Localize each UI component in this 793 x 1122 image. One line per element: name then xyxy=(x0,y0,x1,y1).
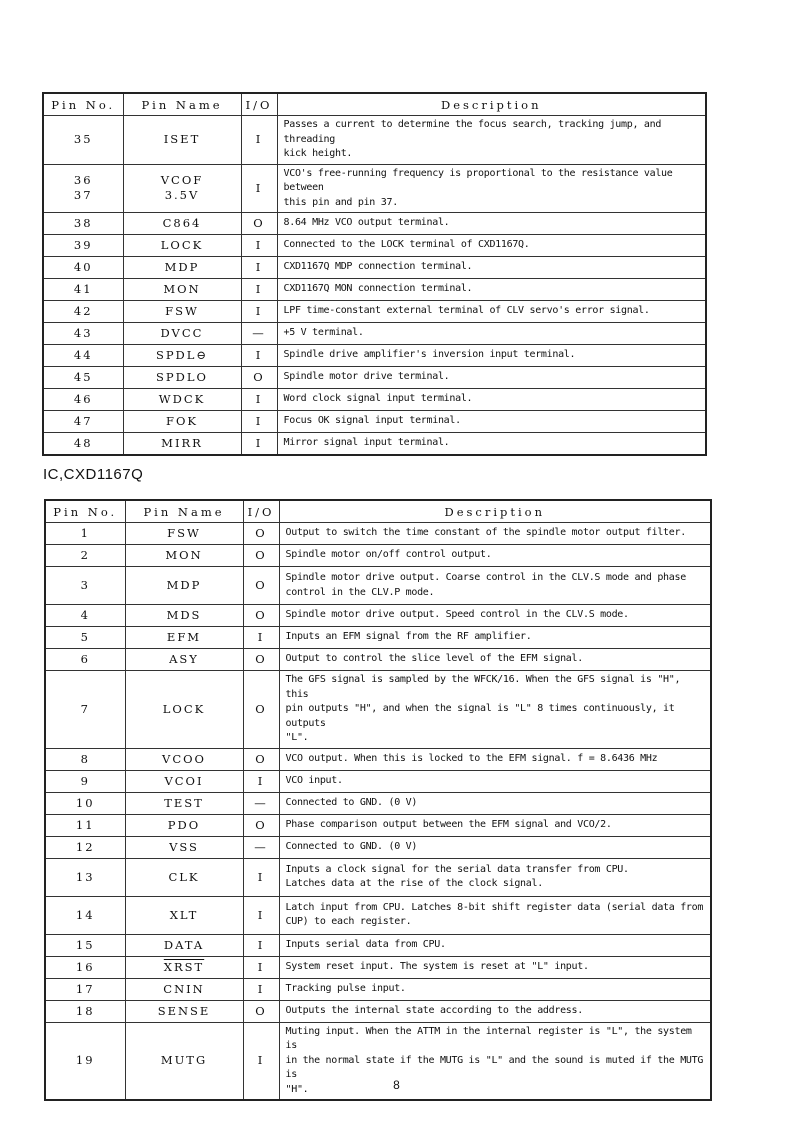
pin-name-cell xyxy=(125,836,243,858)
pin-description-cell xyxy=(277,323,706,345)
pin-name: MON xyxy=(165,548,203,562)
table-row xyxy=(45,836,711,858)
pin-name: CLK xyxy=(168,869,200,884)
pin-name-cell xyxy=(125,1000,243,1022)
pin-io: I xyxy=(241,301,277,323)
table-row xyxy=(45,956,711,978)
pin-io: I xyxy=(241,345,277,367)
pin-number-cell xyxy=(43,213,123,235)
pin-name: MDP xyxy=(164,260,200,274)
table-row xyxy=(45,858,711,896)
pin-number-cell xyxy=(45,770,125,792)
table-row xyxy=(43,235,706,257)
table-row xyxy=(45,896,711,934)
pin-description-cell xyxy=(279,836,711,858)
table-row xyxy=(45,545,711,567)
pin-io: O xyxy=(243,671,279,749)
table-row xyxy=(45,671,711,749)
table-row xyxy=(43,433,706,455)
pin-number-cell xyxy=(45,545,125,567)
pin-description-cell xyxy=(277,235,706,257)
table-row xyxy=(45,934,711,956)
pin-description-line: Output to control the slice level of the EFM signal. xyxy=(285,653,583,665)
pin-description-line: CUP) to each register. xyxy=(285,916,412,927)
pin-name-cell xyxy=(123,213,241,235)
pin-description-line: control in the CLV.P mode. xyxy=(285,586,435,598)
pin-number-cell xyxy=(45,627,125,649)
pin-description-cell xyxy=(277,345,706,367)
pin-name-cell xyxy=(125,545,243,567)
pin-io: I xyxy=(241,164,277,213)
pin-number-cell xyxy=(45,956,125,978)
pin-description-cell xyxy=(279,956,711,978)
header-pin-name: Pin Name xyxy=(123,93,241,116)
table-header-row xyxy=(43,93,706,116)
table-row xyxy=(43,116,706,165)
pin-io: I xyxy=(243,770,279,792)
pin-name-cell xyxy=(125,627,243,649)
pin-name: CNIN xyxy=(163,981,205,996)
pin-number-cell xyxy=(43,164,123,213)
table-body xyxy=(45,523,711,1101)
pin-name-cell xyxy=(123,257,241,279)
pin-name-cell xyxy=(123,164,241,213)
pin-number: 17 xyxy=(75,981,95,996)
pin-number-cell xyxy=(43,301,123,323)
pin-io: — xyxy=(241,323,277,345)
table-header-row xyxy=(45,500,711,523)
pin-description-line: Spindle motor drive output. Coarse control in the CLV.S mode and phase xyxy=(285,572,686,583)
pin-io: I xyxy=(243,956,279,978)
page-number: 8 xyxy=(393,1078,400,1092)
pin-number-cell xyxy=(45,836,125,858)
pin-name-cell xyxy=(125,858,243,896)
pin-io: I xyxy=(241,235,277,257)
table-row xyxy=(45,792,711,814)
pin-description-line: Spindle motor drive terminal. xyxy=(283,371,450,383)
pin-number-cell xyxy=(45,671,125,749)
pin-number-cell xyxy=(45,605,125,627)
pin-name: FSW xyxy=(167,526,201,540)
pin-number: 2 xyxy=(80,548,90,562)
pin-number: 43 xyxy=(73,326,93,340)
pin-io: I xyxy=(243,978,279,1000)
pin-description-line: The GFS signal is sampled by the WFCK/16. When the GFS signal is "H", this xyxy=(285,674,681,700)
pin-io: — xyxy=(243,836,279,858)
table-row xyxy=(45,567,711,605)
pin-description-cell xyxy=(279,748,711,770)
pin-io: O xyxy=(243,545,279,567)
pin-io: O xyxy=(243,523,279,545)
pin-io: I xyxy=(241,116,277,165)
pin-number-cell xyxy=(43,411,123,433)
pin-number-cell xyxy=(45,814,125,836)
pin-number: 9 xyxy=(80,773,90,788)
pin-table-cxd1167q xyxy=(44,499,712,1101)
pin-number-cell xyxy=(45,523,125,545)
pin-name-cell xyxy=(123,235,241,257)
table-row xyxy=(43,164,706,213)
pin-number-cell xyxy=(43,367,123,389)
pin-description-line: Connected to GND. (0 V) xyxy=(285,840,418,852)
pin-number: 14 xyxy=(75,907,95,922)
pin-description-line: in the normal state if the MUTG is "L" and the sound is muted if the MUTG is xyxy=(285,1054,704,1080)
pin-number: 8 xyxy=(80,751,90,766)
pin-number-cell xyxy=(45,1000,125,1022)
pin-name: MON xyxy=(163,282,201,296)
pin-number: 48 xyxy=(73,435,93,450)
pin-description-line: this pin and pin 37. xyxy=(283,196,398,208)
pin-name-cell xyxy=(123,116,241,165)
pin-description-line: LPF time-constant external terminal of CLV servo's error signal. xyxy=(283,305,650,317)
pin-name: EFM xyxy=(166,630,202,644)
pin-name: MIRR xyxy=(161,435,203,450)
table-row xyxy=(45,523,711,545)
header-pin-name: Pin Name xyxy=(125,500,243,523)
pin-io: I xyxy=(241,257,277,279)
pin-description-cell xyxy=(277,389,706,411)
table-row xyxy=(43,213,706,235)
table-row xyxy=(43,279,706,301)
pin-number: 38 xyxy=(73,216,93,230)
pin-number-cell xyxy=(45,934,125,956)
pin-description-line: Inputs a clock signal for the serial data transfer from CPU. xyxy=(285,863,629,875)
pin-description-cell xyxy=(277,433,706,455)
pin-io: O xyxy=(241,367,277,389)
pin-description-line: CXD1167Q MDP connection terminal. xyxy=(283,261,473,273)
pin-number-cell xyxy=(43,235,123,257)
pin-name-cell xyxy=(125,567,243,605)
pin-description-cell xyxy=(279,649,711,671)
pin-number: 39 xyxy=(73,238,93,252)
table-row xyxy=(45,978,711,1000)
pin-name-cell xyxy=(125,792,243,814)
pin-io: I xyxy=(241,433,277,455)
pin-description-line: VCO's free-running frequency is proportional to the resistance value between xyxy=(283,167,673,193)
pin-description-cell xyxy=(279,545,711,567)
table-row xyxy=(43,345,706,367)
pin-description-line: "H". xyxy=(285,1083,309,1095)
pin-number: 37 xyxy=(73,188,93,203)
pin-io: O xyxy=(241,213,277,235)
table-body xyxy=(43,116,706,455)
pin-name: MDP xyxy=(166,578,202,592)
pin-description-cell xyxy=(279,523,711,545)
pin-io: I xyxy=(243,627,279,649)
pin-description-cell xyxy=(277,411,706,433)
pin-name: DVCC xyxy=(160,326,204,340)
pin-number-cell xyxy=(45,649,125,671)
section-title: IC,CXD1167Q xyxy=(43,466,144,483)
pin-number: 41 xyxy=(73,282,93,296)
table-row xyxy=(43,301,706,323)
pin-name-cell xyxy=(123,345,241,367)
pin-name-cell xyxy=(123,433,241,455)
pin-description-line: Latches data at the rise of the clock signal. xyxy=(285,878,543,889)
pin-description-line: Word clock signal input terminal. xyxy=(283,393,473,405)
pin-number-cell xyxy=(43,323,123,345)
pin-description-line: CXD1167Q MON connection terminal. xyxy=(283,283,473,295)
table-row xyxy=(45,1000,711,1022)
pin-description-line: Mirror signal input terminal. xyxy=(283,437,450,448)
pin-name: FSW xyxy=(165,304,199,318)
pin-description-cell xyxy=(279,792,711,814)
pin-name: WDCK xyxy=(158,392,206,406)
pin-name-cell xyxy=(123,389,241,411)
header-description: Description xyxy=(279,500,711,523)
pin-name: LOCK xyxy=(160,238,204,252)
pin-description-cell xyxy=(279,896,711,934)
pin-name-cell xyxy=(125,523,243,545)
pin-number-cell xyxy=(45,978,125,1000)
pin-name-cell xyxy=(125,748,243,770)
table-row xyxy=(43,323,706,345)
pin-name: MDS xyxy=(166,608,202,622)
pin-number: 44 xyxy=(73,348,93,362)
pin-description-cell xyxy=(279,978,711,1000)
table-row xyxy=(43,257,706,279)
pin-io: I xyxy=(243,1022,279,1100)
pin-number: 15 xyxy=(75,937,95,952)
table-row xyxy=(45,748,711,770)
pin-description-cell xyxy=(277,367,706,389)
pin-number: 47 xyxy=(73,414,93,428)
pin-description-cell xyxy=(279,934,711,956)
pin-table-top xyxy=(42,92,707,456)
pin-number: 35 xyxy=(73,132,93,147)
pin-name: 3.5V xyxy=(164,188,200,203)
pin-name: VCOF xyxy=(160,173,204,188)
pin-description-cell xyxy=(279,567,711,605)
pin-description-cell xyxy=(277,279,706,301)
pin-io: I xyxy=(241,411,277,433)
pin-description-line: pin outputs "H", and when the signal is "L" 8 times continuously, it outputs xyxy=(285,703,675,729)
pin-name-cell xyxy=(125,978,243,1000)
pin-name: ASY xyxy=(169,652,199,666)
pin-name: VCOI xyxy=(164,773,204,788)
header-pin-no: Pin No. xyxy=(43,93,123,116)
header-description: Description xyxy=(277,93,706,116)
pin-name-cell xyxy=(123,411,241,433)
pin-description-line: Inputs an EFM signal from the RF amplifier. xyxy=(285,631,532,643)
pin-io: O xyxy=(243,605,279,627)
pin-name-cell xyxy=(123,323,241,345)
pin-number: 5 xyxy=(80,630,90,644)
pin-description-line: Inputs serial data from CPU. xyxy=(285,938,446,950)
pin-io: O xyxy=(243,1000,279,1022)
pin-number: 45 xyxy=(73,370,93,384)
pin-name-cell xyxy=(125,896,243,934)
pin-name-cell xyxy=(123,279,241,301)
table-row xyxy=(43,367,706,389)
pin-name: C864 xyxy=(162,216,202,230)
pin-number: 40 xyxy=(73,260,93,274)
pin-number: 4 xyxy=(80,608,90,622)
pin-io: I xyxy=(243,896,279,934)
pin-number: 3 xyxy=(80,578,90,592)
pin-name: FOK xyxy=(166,414,198,428)
pin-name: MUTG xyxy=(160,1053,208,1068)
pin-description-line: Spindle motor on/off control output. xyxy=(285,549,492,561)
pin-description-line: Connected to GND. (0 V) xyxy=(285,796,418,808)
pin-number: 11 xyxy=(75,817,95,832)
pin-description-line: Spindle motor drive output. Speed control in the CLV.S mode. xyxy=(285,609,629,621)
pin-name-cell xyxy=(125,671,243,749)
pin-number-cell xyxy=(43,345,123,367)
pin-io: O xyxy=(243,748,279,770)
header-pin-no: Pin No. xyxy=(45,500,125,523)
pin-description-cell xyxy=(279,671,711,749)
pin-name-cell xyxy=(125,649,243,671)
pin-name: DATA xyxy=(163,937,205,952)
table-row xyxy=(45,814,711,836)
pin-io: O xyxy=(243,567,279,605)
pin-description-line: VCO output. When this is locked to the EFM signal. f = 8.6436 MHz xyxy=(285,752,658,764)
pin-name: ISET xyxy=(163,132,201,147)
pin-number-cell xyxy=(43,116,123,165)
pin-number-cell xyxy=(45,896,125,934)
table-row xyxy=(45,605,711,627)
pin-number-cell xyxy=(43,389,123,411)
pin-number: 42 xyxy=(73,304,93,318)
pin-number: 18 xyxy=(75,1003,95,1018)
table-row xyxy=(45,649,711,671)
pin-name: VSS xyxy=(169,839,199,854)
table-row xyxy=(43,389,706,411)
pin-number-cell xyxy=(45,792,125,814)
pin-number-cell xyxy=(45,567,125,605)
pin-number-cell xyxy=(43,257,123,279)
pin-description-cell xyxy=(277,257,706,279)
pin-name-cell xyxy=(125,770,243,792)
pin-description-line: Latch input from CPU. Latches 8-bit shift register data (serial data from xyxy=(285,901,704,913)
pin-name: VCOO xyxy=(162,751,206,766)
pin-number-cell xyxy=(45,748,125,770)
pin-io: O xyxy=(243,814,279,836)
pin-description-cell xyxy=(279,858,711,896)
pin-number: 46 xyxy=(73,392,93,406)
pin-description-cell xyxy=(279,770,711,792)
pin-number: 13 xyxy=(75,869,95,884)
pin-description-line: 8.64 MHz VCO output terminal. xyxy=(283,217,450,229)
pin-description-cell xyxy=(277,116,706,165)
pin-description-line: VCO input. xyxy=(285,774,343,786)
table-row xyxy=(45,627,711,649)
pin-description-cell xyxy=(279,814,711,836)
pin-description-cell xyxy=(279,605,711,627)
pin-description-line: Spindle drive amplifier's inversion input terminal. xyxy=(283,349,576,361)
pin-number: 16 xyxy=(75,959,95,974)
pin-name: SPDL⊖ xyxy=(155,348,209,362)
pin-io: I xyxy=(241,389,277,411)
pin-description-line: System reset input. The system is reset at "L" input. xyxy=(285,960,589,972)
pin-name: SENSE xyxy=(157,1003,211,1018)
header-io: I/O xyxy=(243,500,279,523)
pin-io: I xyxy=(241,279,277,301)
pin-number: 6 xyxy=(80,652,90,666)
pin-description-line: Passes a current to determine the focus search, tracking jump, and threading xyxy=(283,119,662,145)
pin-io: I xyxy=(243,858,279,896)
pin-number: 36 xyxy=(73,173,93,188)
pin-description-line: Muting input. When the ATTM in the internal register is "L", the system is xyxy=(285,1025,692,1051)
pin-description-line: Focus OK signal input terminal. xyxy=(283,415,461,427)
pin-name: XLT xyxy=(169,907,199,922)
pin-name: XRST xyxy=(163,959,205,974)
pin-number: 10 xyxy=(75,795,95,810)
pin-description-line: Connected to the LOCK terminal of CXD1167Q. xyxy=(283,239,530,251)
pin-number: 19 xyxy=(75,1053,95,1068)
pin-description-line: Phase comparison output between the EFM signal and VCO/2. xyxy=(285,818,612,830)
pin-number: 12 xyxy=(75,839,95,854)
pin-description-cell xyxy=(279,627,711,649)
header-io: I/O xyxy=(241,93,277,116)
pin-description-cell xyxy=(277,301,706,323)
pin-name: TEST xyxy=(164,795,204,810)
pin-description-cell xyxy=(277,164,706,213)
pin-number-cell xyxy=(43,279,123,301)
pin-io: O xyxy=(243,649,279,671)
pin-description-line: +5 V terminal. xyxy=(283,327,364,339)
pin-name: LOCK xyxy=(162,701,206,716)
pin-name: SPDLO xyxy=(156,370,208,384)
pin-number: 7 xyxy=(80,701,90,716)
pin-name-cell xyxy=(123,367,241,389)
pin-name-cell xyxy=(125,814,243,836)
pin-number: 1 xyxy=(80,526,90,540)
pin-name-cell xyxy=(125,934,243,956)
pin-description-line: kick height. xyxy=(283,148,353,159)
pin-description-line: "L". xyxy=(285,732,309,743)
pin-io: — xyxy=(243,792,279,814)
pin-name-cell xyxy=(125,605,243,627)
table-row xyxy=(43,411,706,433)
pin-description-line: Outputs the internal state according to the address. xyxy=(285,1004,583,1016)
pin-number-cell xyxy=(43,433,123,455)
pin-name-cell xyxy=(123,301,241,323)
pin-number-cell xyxy=(45,858,125,896)
pin-description-line: Output to switch the time constant of the spindle motor output filter. xyxy=(285,527,686,539)
pin-name-cell xyxy=(125,956,243,978)
pin-io: I xyxy=(243,934,279,956)
pin-description-cell xyxy=(277,213,706,235)
table-row xyxy=(45,770,711,792)
pin-description-cell xyxy=(279,1000,711,1022)
pin-name: PDO xyxy=(167,817,201,832)
pin-description-line: Tracking pulse input. xyxy=(285,982,406,994)
